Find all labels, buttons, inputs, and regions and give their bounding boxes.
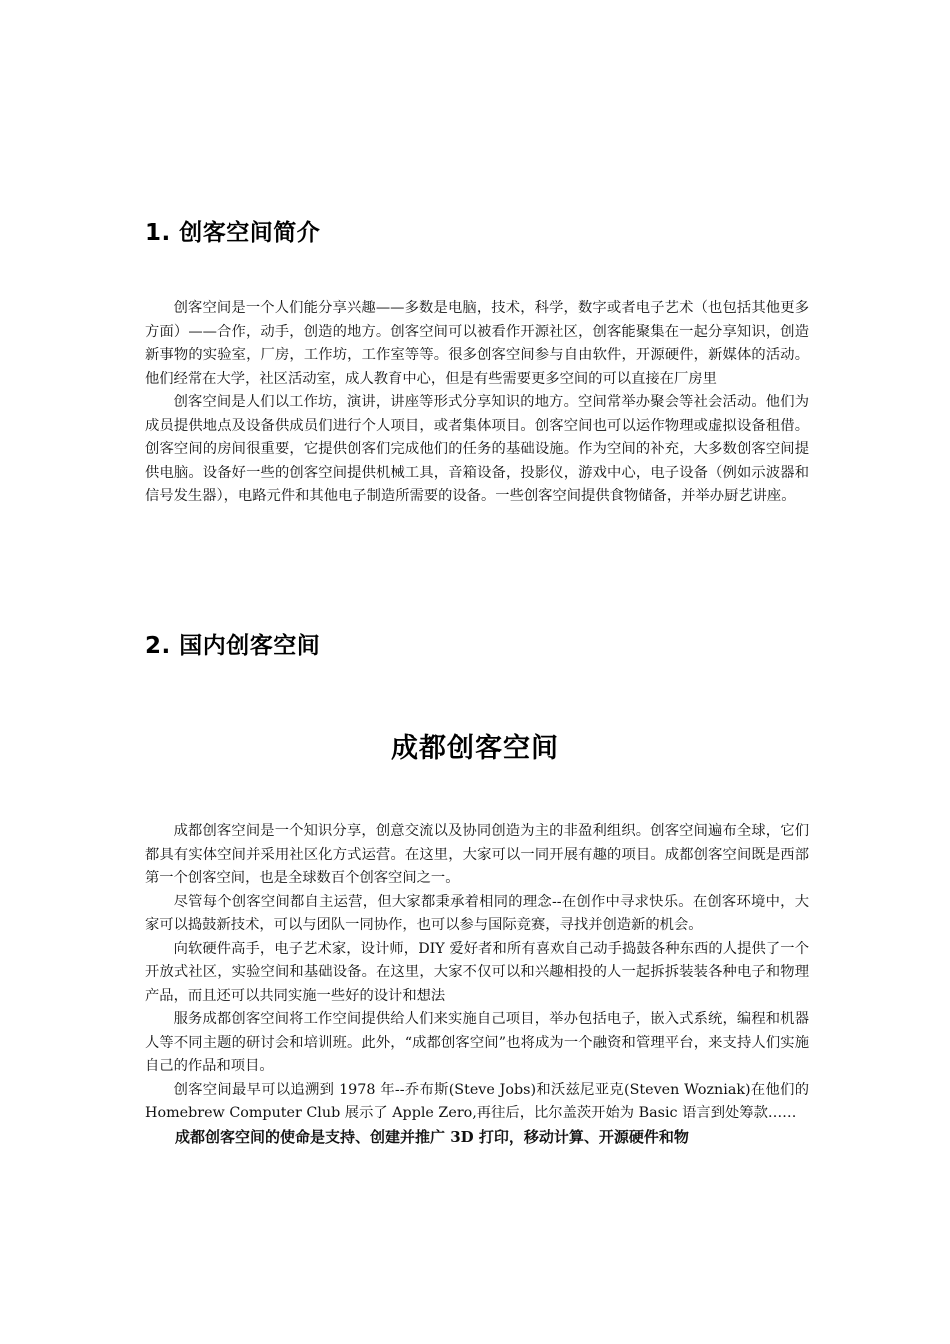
paragraph: 创客空间是人们以工作坊，演讲，讲座等形式分享知识的地方。空间常举办聚会等社会活动。他们为成员提供地点及设备供成员们进行个人项目，或者集体项目。创客空间也可以运作物理或虚拟设备租借。创客空间的房间很重要，它提供创客们完成他们的任务的基础设施。作为空间的补充，大多数创客空间提供电脑。设备好一些的创客空间提供机械工具，音箱设备，投影仪，游戏中心，电子设备（例如示波器和信号发生器），电路元件和其他电子制造所需要的设备。一些创客空间提供食物储备，并举办厨艺讲座。	[145, 394, 809, 504]
chengdu-body	[145, 820, 809, 1149]
section-heading-intro: 1. 创客空间简介	[145, 220, 321, 246]
mission-statement: 成都创客空间的使命是支持、创建并推广 3D 打印，移动计算、开源硬件和物	[175, 1127, 689, 1146]
intro-body	[145, 297, 809, 509]
paragraph: 成都创客空间是一个知识分享，创意交流以及协同创造为主的非盈利组织。创客空间遍布全球，它们都具有实体空间并采用社区化方式运营。在这里，大家可以一同开展有趣的项目。成都创客空间既是西部第一个创客空间，也是全球数百个创客空间之一。	[145, 823, 809, 886]
page-title: 成都创客空间	[391, 733, 559, 764]
paragraph: 创客空间最早可以追溯到 1978 年--乔布斯(Steve Jobs)和沃兹尼亚克(Steven Wozniak)在他们的 Homebrew Computer Club 展示了 Apple Zero,再往后，比尔盖茨开始为 Basic 语言到处筹款……	[145, 1081, 809, 1121]
paragraph: 服务成都创客空间将工作空间提供给人们来实施自己项目，举办包括电子，嵌入式系统，编程和机器人等不同主题的研讨会和培训班。此外，“成都创客空间”也将成为一个融资和管理平台，来支持人们实施自己的作品和项目。	[145, 1011, 809, 1074]
paragraph: 创客空间是一个人们能分享兴趣——多数是电脑，技术，科学，数字或者电子艺术（也包括其他更多方面）——合作，动手，创造的地方。创客空间可以被看作开源社区，创客能聚集在一起分享知识，创造新事物的实验室，厂房，工作坊，工作室等等。很多创客空间参与自由软件，开源硬件，新媒体的活动。他们经常在大学，社区活动室，成人教育中心，但是有些需要更多空间的可以直接在厂房里	[145, 300, 809, 387]
paragraph: 向软硬件高手，电子艺术家，设计师，DIY 爱好者和所有喜欢自己动手捣鼓各种东西的人提供了一个开放式社区，实验空间和基础设备。在这里，大家不仅可以和兴趣相投的人一起拆拆装装各种电子和物理产品，而且还可以共同实施一些好的设计和想法	[145, 940, 809, 1004]
section-heading-domestic: 2. 国内创客空间	[145, 633, 321, 659]
paragraph: 尽管每个创客空间都自主运营，但大家都秉承着相同的理念--在创作中寻求快乐。在创客环境中，大家可以捣鼓新技术，可以与团队一同协作，也可以参与国际竞赛，寻找并创造新的机会。	[145, 893, 809, 933]
